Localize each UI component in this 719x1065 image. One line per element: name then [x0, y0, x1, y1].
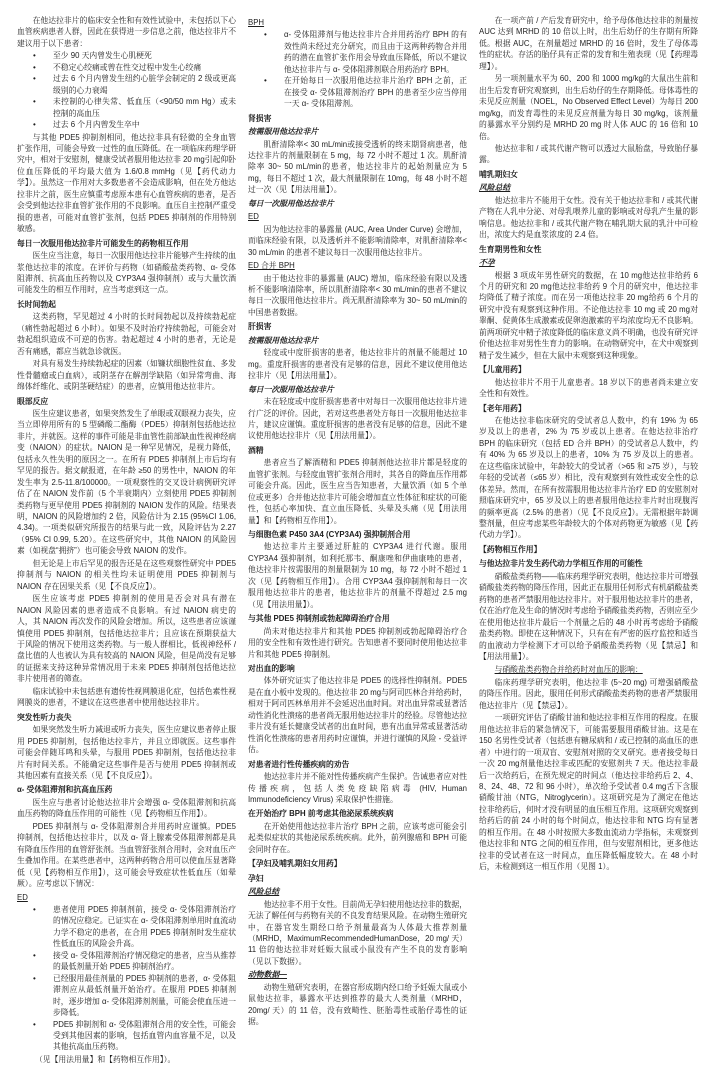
underlined-subheading: 动物数据—	[248, 970, 287, 980]
bullet-icon: •	[33, 950, 36, 960]
bullet-icon: •	[33, 904, 36, 914]
paragraph: 在一项产前 / 产后发育研究中，给予母体他达拉非的剂量按 AUC 达到 MRHD 的 10 倍以上时，出生后幼仔的生存期有所降低。根据 AUC，在剂量超过 MRHD 的 16 倍时，发生了母体毒性的症状。存活的胎仔具有正常的发育和生殖表现（见【药理毒理】）。	[479, 16, 698, 71]
underlined-subheading: 风险总结	[479, 183, 511, 193]
paragraph: 因为他达拉非的暴露量 (AUC, Area Under Curve) 会增加，而临床经验有限，以及透析并不能影响清除率，对肌酐清除率< 30 mL/min 的患者不建议每日一次服用他达拉非片。	[248, 224, 467, 257]
column-left	[17, 15, 236, 1064]
bullet-icon: •	[33, 120, 36, 130]
bullet-text: α- 受体阻滞剂与他达拉非片合并用药治疗 BPH 的有效性尚未经过充分研究，而且由于这两种药物合并用药的潜在血管扩张作用会导致血压降低，所以不建议他达拉非片与 α- 受体阻滞剂联合用药治疗 BPH。	[284, 30, 467, 74]
section-heading: 【药物相互作用】	[479, 544, 542, 554]
bullet-text: 已经服用最佳剂量的 PDE5 抑制剂的患者，α- 受体阻滞剂应从最低剂量开始治疗。在服用 PDE5 抑制剂时，逐步增加 α- 受体阻滞剂剂量，可能会使血压进一步降低。	[53, 973, 236, 1018]
paragraph: 如果突然发生听力减退或听力丧失，医生应建议患者停止服用 PDE5 抑制剂，包括他达拉非片，并且立即就医。这些事件可能会伴随耳鸣和头晕，与服用 PDE5 抑制剂，包括他达拉非片有时间关系。不能确定这些事件是否与使用 PDE5 抑制剂或其他因素有直接关系（见【不良反应】）。	[17, 725, 236, 780]
section-heading: 酒精	[248, 445, 264, 455]
bullet-text: 患者使用 PDE5 抑制剂前，接受 α- 受体阻滞剂治疗的情况应稳定。已证实在 α- 受体阻滞剂单用时血流动力学不稳定的患者，在合用 PDE5 抑制剂时发生症状性低血压的风险会升高。	[53, 904, 236, 949]
bullet-item	[248, 75, 467, 109]
paragraph: 根据 3 项成年男性研究的数据，在 10 mg他达拉非给药 6 个月的研究和 20 mg他达拉非给药 9 个月的研究中，他达拉非均降低了精子浓度。而在另一项他达拉非 20 mg给药 6 个月的研究中没有观察到这种作用。不论他达拉非 10 mg 或 20 mg对睾酮、促黄体生成激素或促卵泡激素的平均浓度均无不良影响。前两项研究中精子浓度降低的临床意义尚不明确，也没有研究评价他达拉非对男性生育力的影响。在动物研究中，在犬中观察到精子发生减少，但在大鼠中未观察到这种现象。	[479, 270, 698, 360]
underlined-subheading: 风险总结	[248, 887, 280, 897]
paragraph: 轻度或中度肝损害的患者，他达拉非片的剂量不能超过 10 mg。重度肝损害的患者没有足够的信息，因此不建议使用他达拉非片（见【用法用量】）。	[248, 348, 467, 381]
paragraph: 尚未对他达拉非片和其他 PDE5 抑制剂或勃起障碍治疗合用的安全性和有效性进行研究。告知患者不要同时使用他达拉非片和其他 PDE5 抑制剂。	[248, 626, 467, 659]
paragraph: 他达拉非和 / 或其代谢产物可以透过大鼠胎盘，导致胎仔暴露。	[479, 143, 698, 165]
paragraph: 医生应与患者讨论他达拉非片会增强 α- 受体阻滞剂和抗高血压药物的降血压作用的可能性（见【药物相互作用】）。	[17, 797, 236, 819]
paragraph: 患者应当了解酒精和 PDE5 抑制剂他达拉非片都是轻度的血管扩张剂。与轻度血管扩张剂合用时，其各自的降血压作用都可能会升高。因此，医生应当告知患者，大量饮酒（如 5 个单位或更多）合并他达拉非片可能会增加直立性体征和症状的可能性，包括心率加快、直立血压降低、头晕及头痛（见【用法用量】和【药物相互作用】）。	[248, 458, 467, 525]
bullet-item	[17, 62, 236, 73]
paragraph: 临床试验中未包括患有遗传性视网膜退化症，包括色素性视网膜炎的患者，不建议在这些患者中使用他达拉非片。	[17, 686, 236, 708]
bullet-icon: •	[33, 62, 36, 72]
bullet-text: 过去 6 个月内曾发生纽约心脏学会制定的 2 级或更高级别的心力衰竭	[53, 74, 236, 95]
paragraph: 在他达拉非片的临床安全性和有效性试验中，未包括以下心血管疾病患者人群，因此在获得进一步信息之前，他达拉非片不建议用于以下患者：	[17, 16, 236, 48]
italic-subheading: 按需服用他达拉非片	[248, 335, 319, 345]
paragraph: 另一项剂量水平为 60、200 和 1000 mg/kg的大鼠出生前和出生后发育研究观察到，出生后幼仔的生存期降低。母体毒性的未见反应剂量（NOEL，No Observed Effect Level）为每日 200 mg/kg，而发育毒性的未见反应剂量为每日 30 mg/kg，该剂量的暴露水平分别约是 MRHD 20 mg 时人体 AUC 的 16 倍和 10 倍。	[479, 74, 698, 141]
section-heading: 在开始治疗 BPH 前考虑其他泌尿系统疾病	[248, 809, 394, 819]
section-heading: 眼部反应	[17, 396, 49, 406]
underlined-subheading: 与硝酸盐类药物合并给药时对血压的影响：	[494, 665, 643, 675]
bullet-item	[17, 904, 236, 950]
bullet-item	[17, 950, 236, 973]
paragraph: 他达拉非不用于女性。目前尚无孕妇使用他达拉非的数据，无法了解任何与药物有关的不良发育结果风险。在动物生殖研究中，在器官发生期经口给予剂量最高为人体最大推荐剂量（MRHD，MaximumRecommendedHumanDose，20 mg/ 天）11 倍的他达拉非对妊娠大鼠或小鼠没有产生不良的发育影响（见以下数据）。	[248, 899, 467, 966]
section-heading: 与其他 PDE5 抑制剂或勃起障碍治疗合用	[248, 614, 390, 624]
section-heading: 【孕妇及哺乳期妇女用药】	[248, 859, 342, 869]
bullet-icon: •	[33, 51, 36, 61]
section-heading: 与细胞色素 P450 3A4 (CYP3A4) 强抑制剂合用	[248, 530, 411, 540]
paragraph: 他达拉非片主要通过肝脏的 CYP3A4 进行代谢。服用 CYP3A4 强抑制剂，如利托那韦、酮康唑和伊曲康唑的患者，他达拉非片按需服用的剂量限制为 10 mg，每 72 小时不超过 1 次（见【药物相互作用】）。合用 CYP3A4 强抑制剂和每日一次服用他达拉非片的患者，他达拉非片的剂量不得超过 2.5 mg（见【用法用量】）。	[248, 542, 467, 609]
bullet-text: 过去 6 个月内曾发生卒中	[53, 120, 140, 130]
bullet-item	[17, 119, 236, 130]
paragraph: 临床药理学研究表明，他达拉非 (5~20 mg) 可增强硝酸盐的降压作用。因此，服用任何形式硝酸盐类药物的患者严禁服用他达拉非片（见【禁忌】）。	[479, 677, 698, 710]
paragraph: 对具有易发生持续勃起症的因素（如镰状细胞性贫血、多发性骨髓瘤或白血病），或阴茎存在解剖学缺陷（如异常弯曲、海绵体纤维化、或阴茎硬结症）的患者，应慎用他达拉非片。	[17, 359, 236, 392]
bullet-text: 不稳定心绞痛或曾在性交过程中发生心绞痛	[53, 62, 202, 72]
paragraph: 与其他 PDE5 抑制剂相同，他达拉非具有轻微的全身血管扩张作用，可能会导致一过性的血压降低。在一项临床药理学研究中，相对于安慰剂，健康受试者服用他达拉非 20 mg引起仰卧位血压降低的平均最大值为 1.6/0.8 mmHg（见【药代动力学】）。虽然这一作用对大多数患者不会造成影响，但在处方他达拉非片之前，医生应慎重考虑原本患有心血管疾病的患者，是否会受到他达拉非血管扩张作用的不良影响。血压自主控制严重受损的患者，可能对血管扩张剂，包括 PDE5 抑制剂的作用特别敏感。	[17, 132, 236, 234]
paragraph: 在他达拉非临床研究的受试者总人数中，约有 19% 为 65 岁及以上的患者，2% 为 75 岁或以上患者。在他达拉非治疗 BPH 的临床研究（包括 ED 合并 BPH）的受试者总人数中，约有 40% 为 65 岁及以上的患者，10% 为 75 岁及以上的患者。在这些临床试验中，年龄较大的受试者（>65 和 ≥75 岁），与较年轻的受试者（≤65 岁）相比，没有观察到有效性或安全性的总体差异。然而，在所有按需服用他达拉非片治疗 ED 的安慰剂对照临床研究中，65 岁及以上的患者服用他达拉非片时出现腹泻的频率更高（2.5% 的患者）（见【不良反应】）。无需根据年龄调整剂量，但应考虑某些年龄较大的个体对药物更为敏感（见【药代动力学】）。	[479, 415, 698, 540]
section-heading: 肾损害	[248, 113, 272, 123]
bullet-icon: •	[33, 973, 36, 983]
section-heading: 【儿童用药】	[479, 365, 526, 375]
section-heading: 肝损害	[248, 322, 272, 332]
section-heading: 突发性听力丧失	[17, 712, 72, 722]
paragraph: 体外研究证实了他达拉非是 PDE5 的选择性抑制剂。PDE5 是在血小板中发现的。他达拉非 20 mg与阿司匹林合并给药时，相对于阿司匹林单用并不会延迟出血时间。对出血异常或显著活动性消化性溃疡的患者尚无服用他达拉非片的经验。尽管他达拉非片没有延长健康受试者的出血时间，患有出血异常或显著活动性消化性溃疡的患者用药时应谨慎，并进行谨慎的风险 - 受益评估。	[248, 676, 467, 755]
bullet-icon: •	[33, 1019, 36, 1029]
bullet-icon: •	[264, 30, 267, 40]
italic-subheading: 每日一次服用他达拉非片	[248, 198, 334, 208]
bullet-item	[17, 96, 236, 119]
section-heading: 长时间勃起	[17, 299, 56, 309]
paragraph: 在开始使用他达拉非片治疗 BPH 之前，应该考虑可能会引起类似症状的其他泌尿系统疾病。此外，前列腺癌和 BPH 可能会同时存在。	[248, 821, 467, 854]
paragraph: 动物生殖研究表明，在器官形成期内经口给予妊娠大鼠或小鼠他达拉非，暴露水平达到推荐的最大人类剂量（MRHD，20mg/ 天）的 11 倍，没有致畸性、胚胎毒性或胎仔毒性的证据。	[248, 982, 467, 1027]
section-heading: 与他达拉非片发生药代动力学相互作用的可能性	[479, 559, 643, 569]
paragraph: 硝酸盐类药物——临床药理学研究表明，他达拉非片可增强硝酸盐类药物的降压作用，因此正在服用任何形式有机硝酸盐类药物的患者严禁服用他达拉非片。对于服用他达拉非片的患者，仅在治疗危及生命的情况时考虑给予硝酸盐类药物，否则应至少在使用他达拉非片最后一个剂量之后的 48 小时再考虑给予硝酸盐类药物。即使在这种情况下，只有在有严密的医疗监控和适当的血液动力学检测下才可以给予硝酸盐类药物（见【禁忌】和【用法用量】）。	[479, 571, 698, 662]
section-heading: 对患者进行性传播疾病的劝告	[248, 759, 350, 769]
section-heading: 哺乳期妇女	[479, 169, 518, 179]
column-middle	[248, 15, 467, 1027]
bullet-text: 在开始每日一次服用他达拉非片治疗 BPH 之前，正在接受 α- 受体阻滞剂治疗 BPH 的患者至少应当停用一天 α- 受体阻滞剂。	[284, 76, 467, 109]
underlined-subheading: 不孕	[479, 258, 495, 268]
paragraph: 他达拉非片不用于儿童患者。18 岁以下的患者尚未建立安全性和有效性。	[479, 377, 698, 399]
paragraph: 医生应建议患者，如果突然发生了单眼或双眼视力丧失，应当立即停用所有的 5 型磷酸二酯酶（PDE5）抑制剂包括他达拉非片，并就医。这样的事件可能是非血管性前部缺血性视神经病变（NAION）的症状。NAION 是一种罕见情况，是视力降低，包括永久性失明的原因之一。在所有 PDE5 抑制剂上市后均有罕见的报告。据文献报道，在年龄 ≥50 的男性中，NAION 的年发生率为 2.5-11.8/100000。一项观察性的交叉设计病例研究评估了在 NAION 发作前（5 个半衰期内）立刻使用 PDE5 抑制剂类药物与更早使用 PDE5 抑制剂的 NAION 发作的风险。结果表明，NAION 的风险增加约 2 倍，风险估计为 2.15 (95%CI 1.06, 4.34)。一项类似研究所报告的结果与此一致，风险评估为 2.27（95% CI 0.99, 5.20）。在这些研究中，其他 NAION 的风险因素（如视盘“拥挤”）也可能会导致 NAION 的发作。	[17, 408, 236, 556]
paragraph: 未在轻度或中度肝损害患者中对每日一次服用他达拉非片进行广泛的评价。因此，若对这些患者处方每日一次服用他达拉非片，建议应谨慎。重度肝损害的患者没有足够的信息，因此不建议使用他达拉非片（见【用法用量】）。	[248, 397, 467, 441]
paragraph: 一项研究评估了硝酸甘油和他达拉非相互作用的程度。在服用他达拉非后的紧急情况下，可能需要服用硝酸甘油。这是在 150 名男性受试者（包括患有糖尿病和 / 或已控制的高血压的患者）中进行的一项双盲、安慰剂对照的交叉研究。患者接受每日一次 20 mg剂量他达拉非或匹配的安慰剂共 7 天。他达拉非最后一次给药后，在预先规定的时间点（他达拉非给药后 2、4、8、24、48、72 和 96 小时），单次给予受试者 0.4 mg舌下含服硝酸甘油（NTG，Nitroglycerin）。这项研究是为了测定在他达拉非给药后，何时才没有明显的血压相互作用。这项研究观察到给药后的前 24 小时的每个时间点，他达拉非和 NTG 均有显著的相互作用。在 48 小时按照大多数血流动力学指标，未观察到他达拉非和 NTG 之间的相互作用，但与安慰剂相比，更多他达拉非的受试者在这一时间点，血压降低幅度较大。在 48 小时后，未检测到这一相互作用（见图 1）。	[479, 713, 698, 872]
bullet-icon: •	[33, 97, 36, 107]
paragraph: 医生应该考虑 PDE5 抑制剂的使用是否会对具有潜在 NAION 风险因素的患者造成不良影响。有过 NAION 病史的人，其 NAION 再次发作的风险会增加。所以，这些患者应该谨慎使用 PDE5 抑制剂，包括他达拉非片；且应该在预期获益大于风险的情况下使用这类药物。与一般人群相比，低视神经杯 / 盘比值的人也被认为具有较高的 NAION 风险，但是尚没有足够的证据来支持这种异常情况用于未来 PDE5 抑制剂包括他达拉非片使用者的筛查。	[17, 594, 236, 684]
italic-subheading: 每日一次服用他达拉非片	[248, 384, 334, 394]
section-heading: 生育期男性和女性	[479, 244, 542, 254]
bullet-text: PDE5 抑制剂和 α- 受体阻滞剂合用的安全性，可能会受到其他因素的影响，包括血管内血容量不足，以及其他抗高血压药物。	[53, 1019, 236, 1052]
paragraph: 医生应当注意，每日一次服用他达拉非片能够产生持续的血浆他达拉非的浓度。在评价与药物（如硝酸盐类药物、α- 受体阻滞剂、抗高血压药物以及 CYP3A4 强抑制剂）或与大量饮酒可能发生的相互作用时，应当考虑到这一点。	[17, 251, 236, 295]
paragraph: 但无论是上市后罕见的报告还是在这些观察性研究中 PDE5 抑制剂与 NAION 的相关性均未证明使用 PDE5 抑制剂与 NAION 存在因果关系（见【不良反应】）。	[17, 558, 236, 591]
sub-heading: ED	[17, 892, 28, 902]
paragraph: 由于他达拉非的暴露量 (AUC) 增加，临床经验有限以及透析不能影响清除率，所以肌酐清除率< 30 mL/min的患者不建议每日一次服用他达拉非片。尚无肌酐清除率为 30~ 50 mL/min的中国患者数据。	[248, 273, 467, 317]
paragraph: PDE5 抑制剂与 α- 受体阻滞剂合并用药时应谨慎。PDE5 抑制剂，包括他达拉非片，以及 α- 肾上腺素受体阻滞剂都是具有降血压作用的血管舒张剂。当血管舒张剂合用时，会对血压产生叠加作用。在某些患者中，这两种药物合用可以使血压显著降低（见【药物相互作用】），这可能会导致症状性低血压（如晕厥）。应考虑以下情况：	[17, 821, 236, 889]
bullet-text: 接受 α- 受体阻滞剂治疗情况稳定的患者，应当从推荐的最低剂量开始 PDE5 抑制剂治疗。	[53, 950, 236, 972]
bullet-item	[248, 29, 467, 75]
paragraph: 他达拉非片不能用于女性。没有关于他达拉非和 / 或其代谢产物在人乳中分泌、对母乳喂养儿童的影响或对母乳产生量的影响信息。他达拉非和 / 或其代谢产物在哺乳期大鼠的乳汁中可检出，浓度大约是血浆浓度的 2.4 倍。	[479, 195, 698, 240]
paragraph: 他达拉非片并不能对性传播疾病产生保护。告诫患者应对性传播疾病，包括人类免疫缺陷病毒 (HIV, Human Immunodeficiency Virus) 采取保护性措施。	[248, 772, 467, 804]
bullet-icon: •	[264, 76, 267, 86]
bullet-text: 至少 90 天内曾发生心肌梗死	[53, 51, 152, 61]
bullet-list	[248, 29, 467, 109]
column-right	[479, 15, 698, 1016]
section-heading: α- 受体阻滞剂和抗高血压药	[17, 785, 113, 795]
section-heading: 每日一次服用他达拉非片可能发生的药物相互作用	[17, 238, 189, 248]
section-heading: 孕妇	[248, 873, 264, 883]
paragraph-note: （见【用法用量】和【药物相互作用】）。	[35, 1054, 176, 1064]
bullet-text: 未控制的心律失常、低血压（<90/50 mm Hg）或未控制的高血压	[53, 97, 236, 118]
bullet-item	[17, 973, 236, 1019]
italic-subheading: 按需服用他达拉非片	[248, 127, 319, 137]
section-heading: 【老年用药】	[479, 403, 526, 413]
section-heading: 对出血的影响	[248, 664, 295, 674]
bullet-list	[17, 50, 236, 130]
sub-heading: ED	[248, 212, 259, 222]
paragraph: 肌酐清除率< 30 mL/min或接受透析的终末期肾病患者，他达拉非片的剂量限制在 5 mg，每 72 小时不超过 1 次。肌酐清除率 30~ 50 mL/min的患者，他达拉非片的起始剂量应为 5 mg，每日不超过 1 次，最大剂量限制在 10mg，每 48 小时不超过一次（见【用法用量】）。	[248, 139, 467, 195]
bullet-list	[17, 904, 236, 1053]
sub-heading: ED 合并 BPH	[248, 261, 295, 271]
bullet-item	[17, 50, 236, 61]
paragraph: 这类药物，罕见超过 4 小时的长时间勃起以及持续勃起症（痛性勃起超过 6 小时）。如果不及时治疗持续勃起，可能会对勃起组织造成不可逆的伤害。勃起超过 4 小时的患者，无论是否有痛感，都应当就急诊就医。	[17, 312, 236, 356]
bullet-item	[17, 73, 236, 96]
bullet-icon: •	[33, 74, 36, 84]
sub-heading: BPH	[248, 18, 265, 27]
